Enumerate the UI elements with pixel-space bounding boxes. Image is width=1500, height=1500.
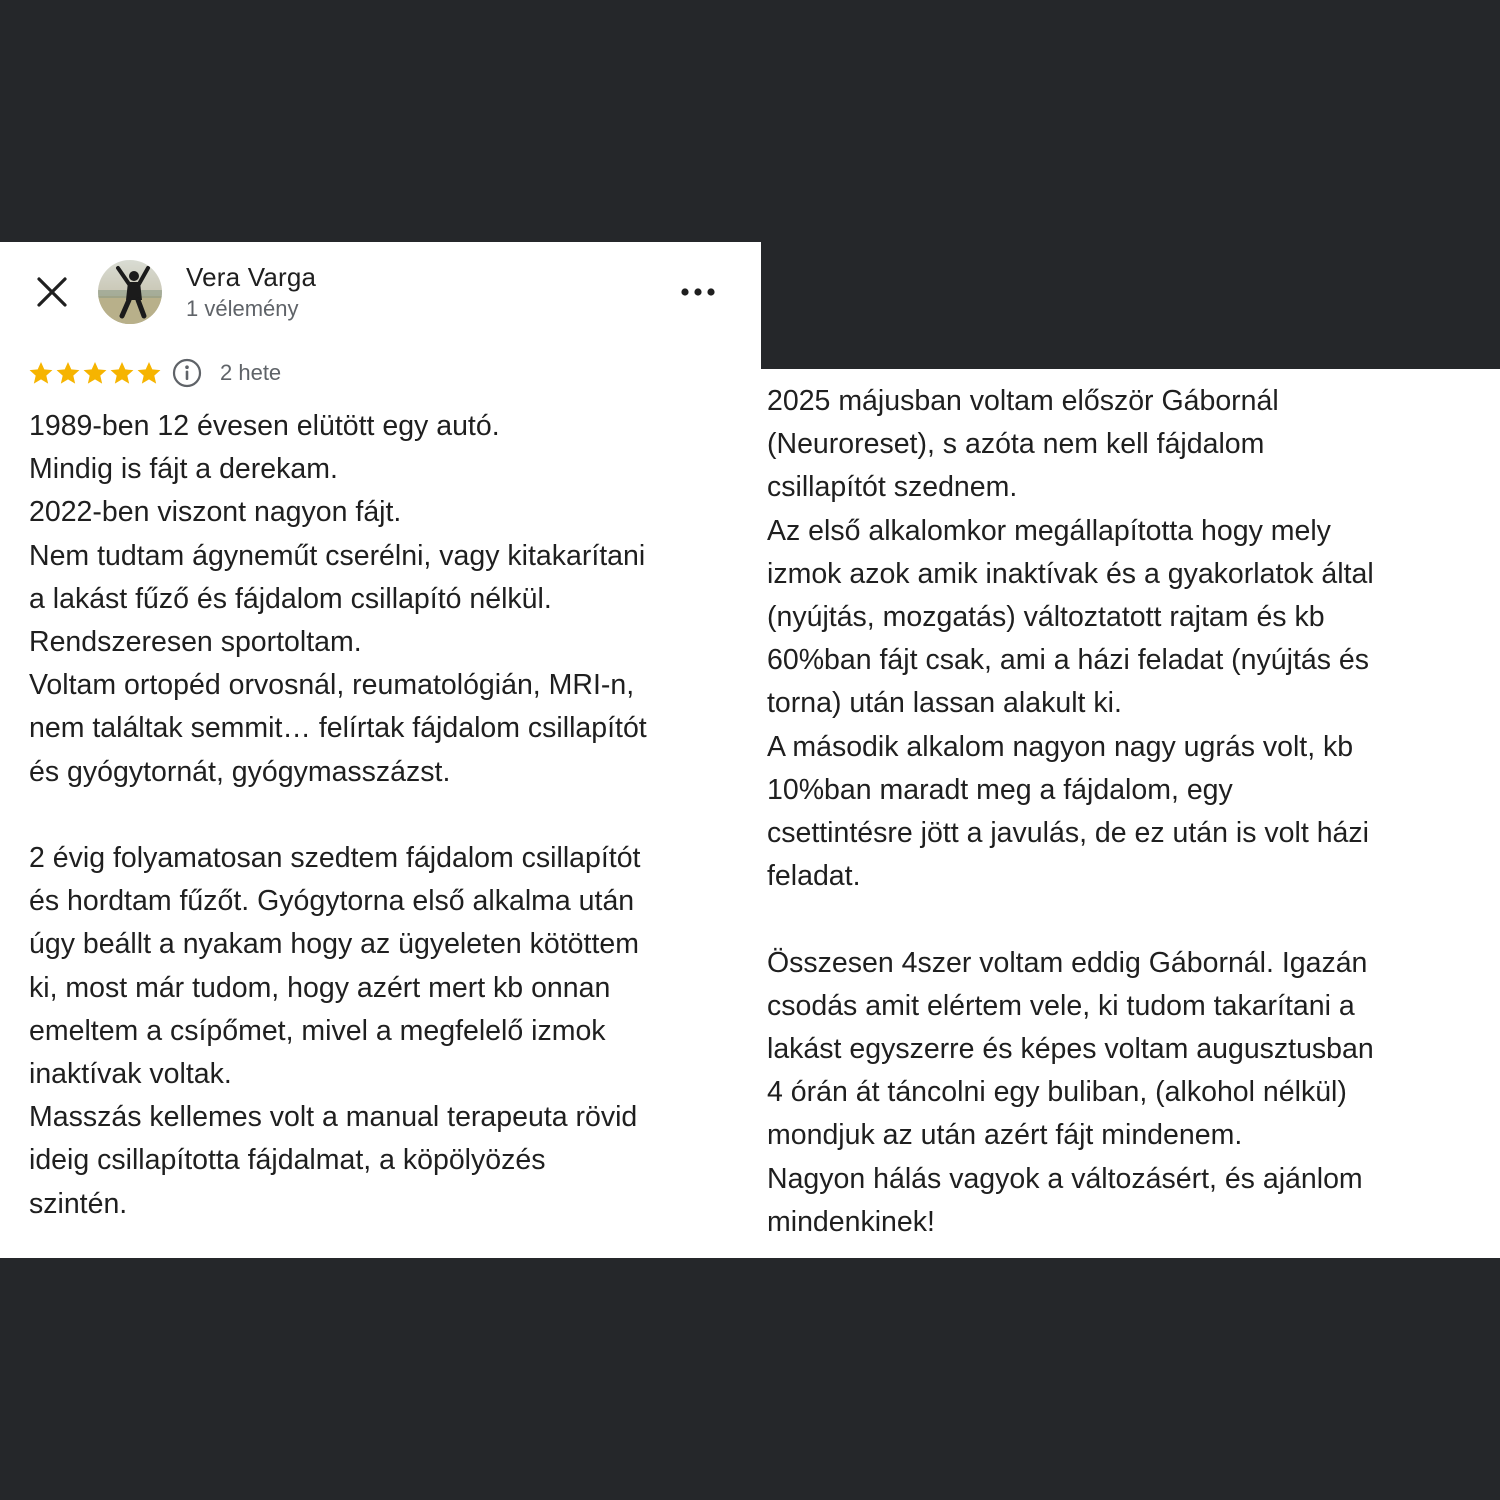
star-rating <box>28 360 162 386</box>
author-review-count: 1 vélemény <box>186 296 299 321</box>
more-options-icon[interactable] <box>678 282 718 302</box>
review-date: 2 hete <box>220 360 282 385</box>
author-name[interactable]: Vera Varga <box>186 262 317 292</box>
close-icon[interactable] <box>34 274 70 310</box>
star-icon <box>82 360 108 386</box>
star-icon <box>109 360 135 386</box>
star-icon <box>28 360 54 386</box>
avatar[interactable] <box>98 260 162 324</box>
star-icon <box>55 360 81 386</box>
review-text-part-2: 2025 májusban voltam először Gábornál (Neuroreset), s azóta nem kell fájdalom csillapítót szednem. Az első alkalomkor megállapította hogy mely izmok azok amik inaktívak és a gyakorlatok által (nyújtás, mozgatás) változtatott rajtam és kb 60%ban fájt csak, ami a házi feladat (nyújtás és torna) után lassan alakult ki. A második alkalom nagyon nagy ugrás volt, kb 10%ban maradt meg a fájdalom, egy csettintésre jött a javulás, de ez után is volt házi feladat. Összesen 4szer voltam eddig Gábornál. Igazán csodás amit elértem vele, ki tudom takarítani a lakást egyszerre és képes voltam augusztusban 4 órán át táncolni egy buliban, (alkohol nélkül) mondjuk az után azért fájt mindenem. Nagyon hálás vagyok a változásért, és ajánlom mindenkinek! <box>767 385 1374 1238</box>
rating-row <box>28 356 281 390</box>
review-text-part-1: 1989-ben 12 évesen elütött egy autó. Mindig is fájt a derekam. 2022-ben viszont nagyon fájt. Nem tudtam ágyneműt cserélni, vagy kitakarítani a lakást fűző és fájdalom csillapító nélkül. Rendszeresen sportoltam. Voltam ortopéd orvosnál, reumatológián, MRI-n, nem találtak semmit… felírtak fájdalom csillapítót és gyógytornát, gyógymasszázst. 2 évig folyamatosan szedtem fájdalom csillapítót és hordtam fűzőt. Gyógytorna első alkalma után úgy beállt a nyakam hogy az ügyeleten kötöttem ki, most már tudom, hogy azért mert kb onnan emeltem a csípőmet, mivel a megfelelő izmok inaktívak voltak. Masszás kellemes volt a manual terapeuta rövid ideig csillapította fájdalmat, a köpölyözés szintén. <box>29 410 647 1220</box>
info-icon[interactable] <box>172 358 202 388</box>
star-icon <box>136 360 162 386</box>
